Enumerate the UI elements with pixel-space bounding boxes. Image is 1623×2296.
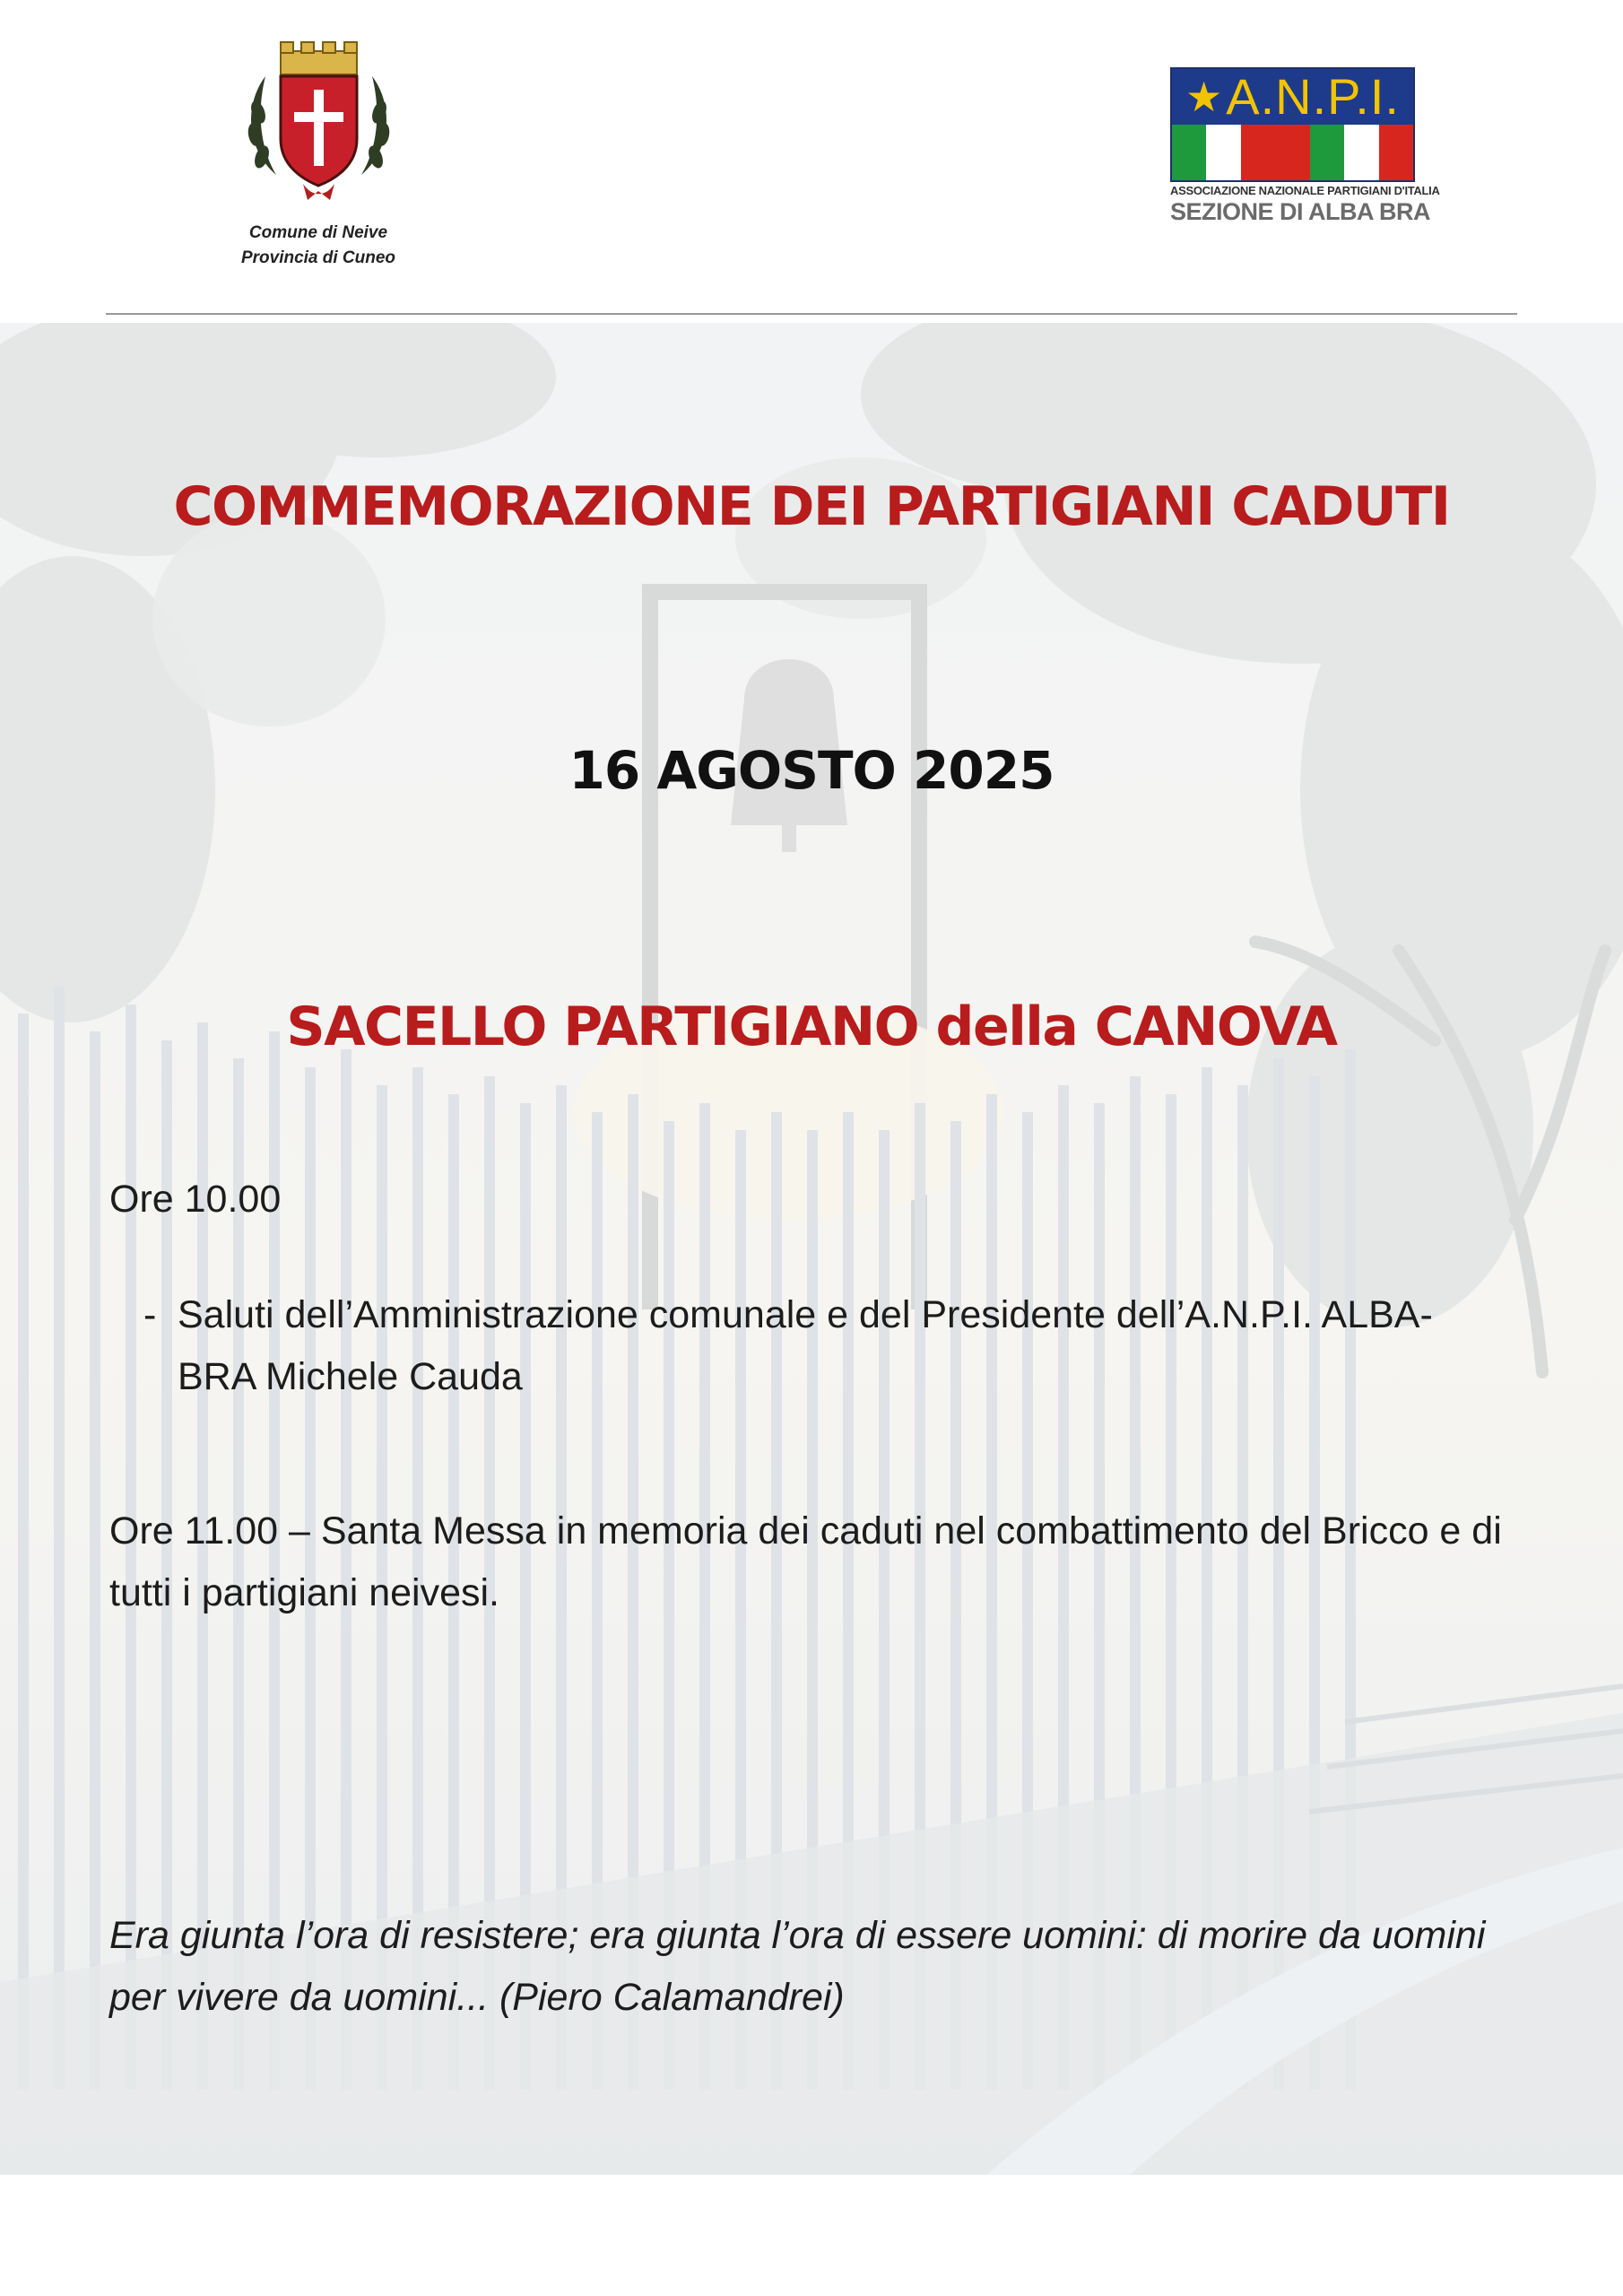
program-bullet-text: Saluti dell’Amministrazione comunale e del Presidente dell’A.N.P.I. ALBA-BRA Michele Cauda: [178, 1293, 1433, 1398]
anpi-association-name: ASSOCIAZIONE NAZIONALE PARTIGIANI D'ITALIA: [1170, 184, 1440, 197]
comune-province: Provincia di Cuneo: [240, 248, 396, 267]
bullet-dash: -: [143, 1293, 157, 1336]
anpi-section-name: SEZIONE DI ALBA BRA: [1170, 198, 1431, 225]
calamandrei-quote: Era giunta l’ora di resistere; era giunta l’ora di essere uomini: di morire da uomini per vivere da uomini... (Piero Calamandrei): [109, 1914, 1486, 2019]
star-icon: ★: [1185, 74, 1223, 120]
program-time-1: Ore 10.00: [109, 1178, 282, 1221]
event-place: SACELLO PARTIGIANO della CANOVA: [286, 996, 1337, 1058]
comune-name: Comune di Neive: [248, 223, 388, 242]
event-title: COMMEMORAZIONE DEI PARTIGIANI CADUTI: [173, 475, 1450, 538]
event-date: 16 AGOSTO 2025: [568, 740, 1055, 801]
program-time-2: Ore 11.00 – Santa Messa in memoria dei caduti nel combattimento del Bricco e di tutti i partigiani neivesi.: [109, 1509, 1502, 1614]
anpi-logo-text: A.N.P.I.: [1226, 68, 1400, 125]
